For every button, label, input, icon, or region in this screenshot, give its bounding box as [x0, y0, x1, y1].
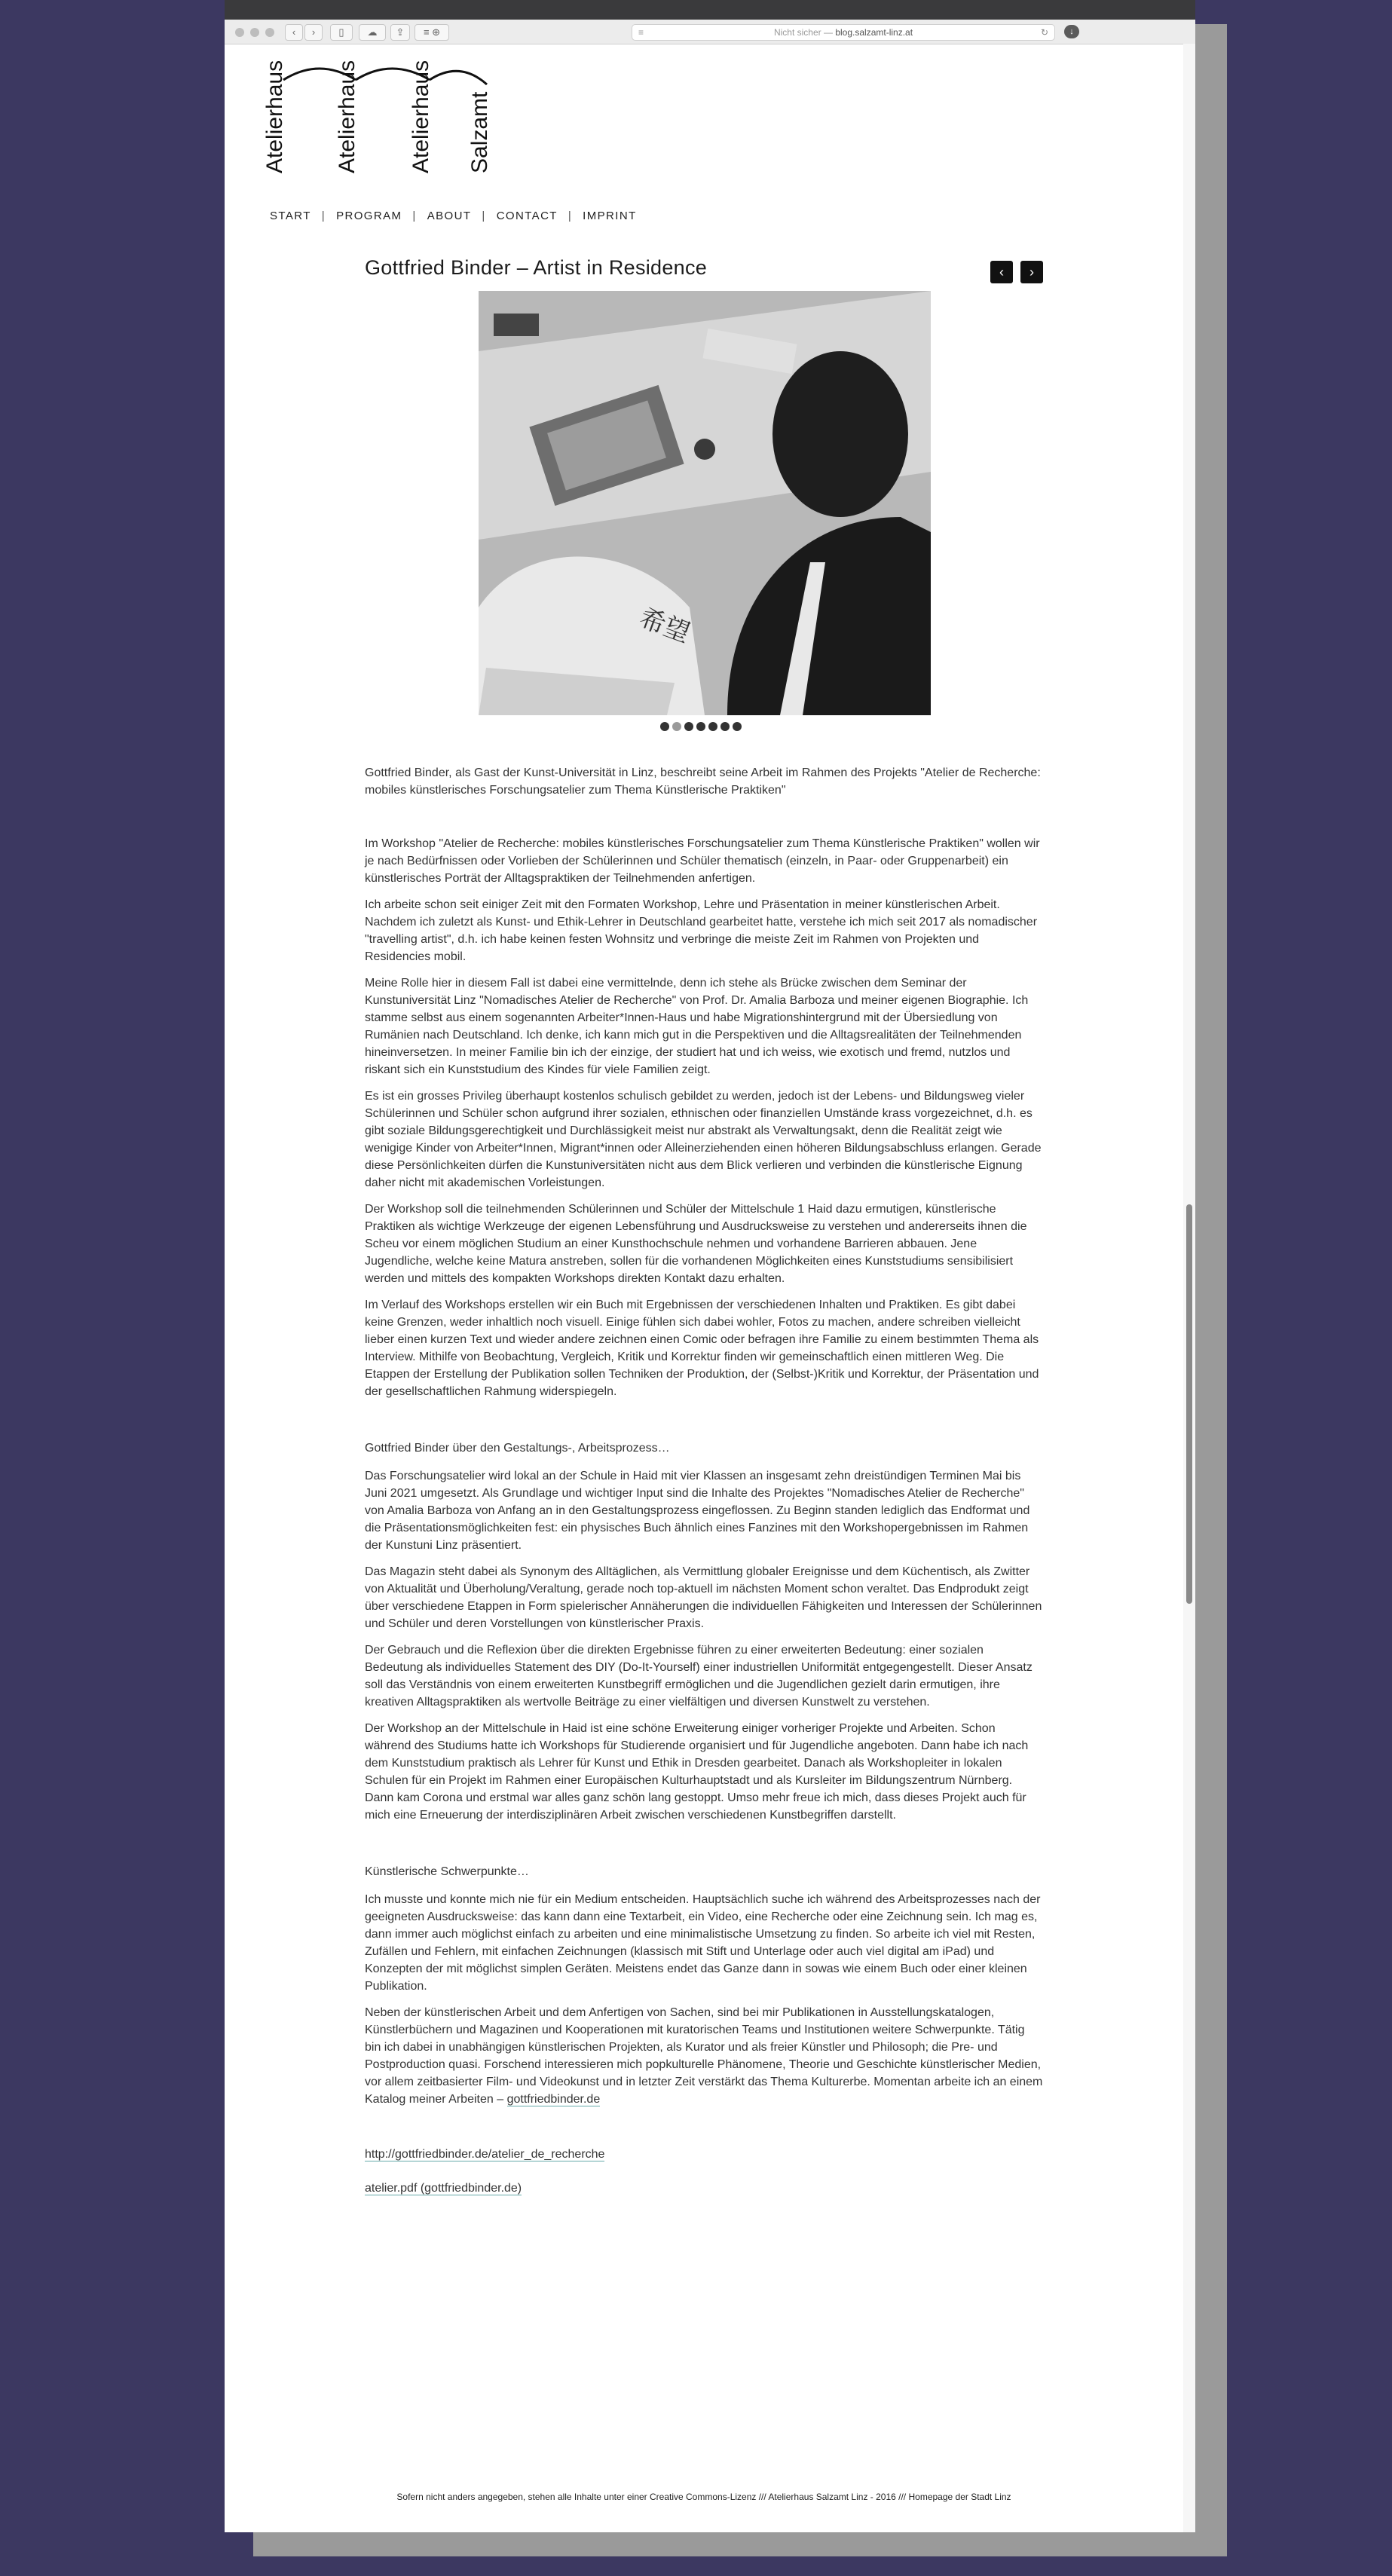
reader-lines-icon[interactable]: ≡	[638, 27, 644, 38]
nav-separator: |	[412, 210, 417, 222]
slider-dot[interactable]	[684, 722, 693, 731]
nav-program[interactable]: PROGRAM	[336, 210, 402, 222]
minimize-window-icon[interactable]	[250, 28, 259, 37]
reload-icon[interactable]: ↻	[1040, 27, 1048, 38]
next-slide-button[interactable]	[1020, 261, 1043, 283]
slider-dot[interactable]	[733, 722, 742, 731]
portfolio-link[interactable]: gottfriedbinder.de	[506, 2093, 601, 2106]
slider-dots	[660, 722, 742, 731]
window-controls[interactable]	[235, 28, 274, 37]
logo-arch-3	[430, 71, 487, 84]
logo-word-4: Salzamt	[467, 91, 492, 173]
article-title: Gottfried Binder – Artist in Residence	[365, 256, 708, 279]
main-nav	[270, 210, 637, 222]
download-icon[interactable]: ↓	[1064, 25, 1079, 38]
nav-imprint[interactable]: IMPRINT	[583, 210, 637, 222]
paragraph: Im Workshop "Atelier de Recherche: mobiles künstlerisches Forschungsatelier zum Thema Künstlerische Praktiken" wollen wir je nach Bedürfnissen oder Vorlieben der Schülerinnen und Schüler thematisch (einzeln, in Paar- oder Gruppenarbeit) ein künstlerisches Porträt der Alltagspraktiken der Teilnehmenden anfertigen.	[365, 837, 1040, 885]
reader-extensions-icon[interactable]: ≡ ⊕	[415, 24, 449, 41]
paragraph-text: Neben der künstlerischen Arbeit und dem Anfertigen von Sachen, sind bei mir Publikationen in Ausstellungskatalogen, Künstlerbüchern und Magazinen und Kooperationen mit kuratorischen Teams und Institutionen weitere Schwerpunkte. Tätig bin ich dabei in unabhängigen künstlerischen Projekten, als Kurator und als freier Künstler und Philosoph; die Pre- und Postproduction quasi. Forschend interessieren mich popkulturelle Phänomene, Theorie und Geschichte künstlerischer Medien, vor allem zeitbasierter Film- und Videokunst und in letzter Zeit verstärkt das Thema Kulturerbe. Momentan arbeite ich an einem Katalog meiner Arbeiten –	[365, 2006, 1043, 2106]
scrollbar-thumb[interactable]	[1186, 1204, 1192, 1604]
share-icon[interactable]: ⇪	[390, 24, 410, 41]
slider-dot[interactable]	[708, 722, 717, 731]
section-heading: Gottfried Binder über den Gestaltungs-, Arbeitsprozess…	[365, 1442, 670, 1455]
nav-separator: |	[568, 210, 573, 222]
article-body	[365, 764, 1043, 2213]
paragraph: Der Workshop an der Mittelschule in Haid ist eine schöne Erweiterung einiger vorheriger Projekte und Arbeiten. Schon während des Studiums hatte ich Workshops für Studierende organisiert und für Jugendliche angeboten. Dann habe ich nach dem Kunststudium praktisch als Lehrer für Kunst und Ethik in Dresden gearbeitet. Danach als Workshopleiter in lokalen Schulen für ein Projekt im Rahmen einer Europäischen Kulturhauptstadt und als Kursleiter im Bildungszentrum Nürnberg. Dann kam Corona und erstmal war alles ganz schön lang gestoppt. Umso mehr freue ich mich, dass dieses Projekt auch für mich eine Erneuerung der interdisziplinären Arbeit zwischen verschiedenen Kunstbegriffen darstellt.	[365, 1722, 1029, 1822]
chevron-left-icon: ‹	[999, 265, 1004, 280]
atelier-pdf-link[interactable]: atelier.pdf (gottfriedbinder.de)	[365, 2182, 522, 2195]
nav-start[interactable]: START	[270, 210, 311, 222]
back-button[interactable]: ‹	[285, 24, 303, 41]
zoom-window-icon[interactable]	[265, 28, 274, 37]
nav-separator: |	[321, 210, 326, 222]
slider-dot[interactable]	[696, 722, 705, 731]
logo-word-2: Atelierhaus	[335, 60, 359, 173]
page-footer: Sofern nicht anders angegeben, stehen alle Inhalte unter einer Creative Commons-Lizenz /// Atelierhaus Salzamt Linz - 2016 /// Homepage der Stadt Linz	[396, 2492, 1011, 2502]
nav-separator: |	[482, 210, 486, 222]
sidebar-toggle-icon[interactable]: ▯	[330, 24, 353, 41]
nav-contact[interactable]: CONTACT	[496, 210, 558, 222]
chevron-right-icon: ›	[1029, 265, 1034, 280]
paragraph: Ich musste und konnte mich nie für ein Medium entscheiden. Hauptsächlich suche ich während des Arbeitsprozesses nach der geeigneten Ausdrucksweise: das kann dann eine Textarbeit, ein Video, eine Recherche oder eine Zeichnung sein. Ich mag es, dann immer auch möglichst einfach zu arbeiten und eine minimalistische Umsetzung zu finden. So arbeite ich viel mit Resten, Zufällen und Fehlern, mit einfachen Zeichnungen (klassisch mit Stift und Unterlage oder auch viel digital am iPad) und Konzepten der mit möglichst simplen Geräten. Meistens endet das Ganze dann in sowas wie einem Buch oder einer kleinen Publikation.	[365, 1893, 1041, 1993]
window-titlebar	[225, 0, 1195, 20]
slider-dot[interactable]	[660, 722, 669, 731]
slideshow-photo[interactable]	[479, 291, 931, 715]
paragraph: Der Gebrauch und die Reflexion über die direkten Ergebnisse führen zu einer erweiterten Bedeutung: einer sozialen Bedeutung als individuelles Statement des DIY (Do-It-Yourself) einer industriellen Uniformität entgegengestellt. Dieser Ansatz soll das Verständnis von einem erweiterten Kunstbegriff ermöglichen und die Jugendlichen gezielt darin ermutigen, ihre kreativen Alltagspraktiken als wertvolle Beiträge zu einer vielfältigen und diversen Kunstwelt zu verstehen.	[365, 1644, 1033, 1709]
paragraph: Meine Rolle hier in diesem Fall ist dabei eine vermittelnde, denn ich stehe als Brücke zwischen dem Seminar der Kunstuniversität Linz "Nomadisches Atelier de Recherche" von Prof. Dr. Amalia Barboza und meiner eigenen Biographie. Ich stamme selbst aus einem sogenannten Arbeiter*Innen-Haus und habe Migrationshintergrund mit der Übersiedlung von Rumänien nach Deutschland. Ich denke, ich kann mich gut in die Perspektiven und die Alltagsrealitäten der Teilnehmenden hineinversetzen. In meiner Familie bin ich der einzige, der studiert hat und ich weiss, wie exotisch und fremd, nutzlos und riskant sich ein Kunststudium des Kindes für viele Familien zeigt.	[365, 977, 1029, 1076]
paragraph: Der Workshop soll die teilnehmenden Schülerinnen und Schüler der Mittelschule 1 Haid dazu ermutigen, künstlerische Praktiken als wichtige Werkzeuge der eigenen Lebensführung und Ausdrucksweise zu verstehen und andererseits ihnen die Scheu vor einem möglichen Studium an einer Kunsthochschule nehmen und vorhandene Barrieren abbauen. Jene Jugendliche, welche keine Matura anstreben, sollen für die vorhandenen Möglichkeiten eines Kunststudiums sensibilisiert werden und mittels des kompakten Workshops direkten Kontakt dazu erhalten.	[365, 1203, 1027, 1285]
site-logo[interactable]	[261, 60, 509, 181]
paragraph: Ich arbeite schon seit einiger Zeit mit den Formaten Workshop, Lehre und Präsentation in meiner künstlerischen Arbeit. Nachdem ich zuletzt als Kunst- und Ethik-Lehrer in Deutschland gearbeitet hatte, verstehe ich mich seit 2017 als nomadischer "travelling artist", d.h. ich habe keinen festen Wohnsitz und verbringe die meiste Zeit im Rahmen von Projekten und Residencies mobil.	[365, 898, 1038, 963]
prev-slide-button[interactable]	[990, 261, 1013, 283]
scrollbar[interactable]	[1183, 44, 1195, 2532]
paragraph: Im Verlauf des Workshops erstellen wir ein Buch mit Ergebnissen der verschiedenen Inhalten und Praktiken. Es gibt dabei keine Grenzen, weder inhaltlich noch visuell. Einige fühlen sich dabei wohler, Fotos zu machen, andere schreiben vielleicht lieber einen kurzen Text und wieder andere zeichnen einen Comic oder befragen ihre Familie zu einem bestimmten Thema als Interview. Mithilfe von Beobachtung, Vergleich, Kritik und Korrektur finden wir gemeinschaftlich einen mittleren Weg. Die Etappen der Erstellung der Publikation sollen Techniken der Produktion, der (Selbst-)Kritik und Korrektur, der Präsentation und der gesellschaftlichen Rahmung widerspiegeln.	[365, 1299, 1039, 1398]
browser-window	[225, 0, 1195, 2532]
cloud-icon[interactable]: ☁	[359, 24, 386, 41]
close-window-icon[interactable]	[235, 28, 244, 37]
slider-dot[interactable]	[672, 722, 681, 731]
browser-toolbar	[225, 20, 1195, 44]
atelier-de-recherche-link[interactable]: http://gottfriedbinder.de/atelier_de_recherche	[365, 2148, 605, 2161]
not-secure-label: Nicht sicher —	[773, 27, 833, 38]
article-intro: Gottfried Binder, als Gast der Kunst-Universität in Linz, beschreibt seine Arbeit im Rahmen des Projekts "Atelier de Recherche: mobiles künstlerisches Forschungsatelier zum Thema Künstlerische Praktiken"	[365, 766, 1041, 797]
paragraph: Das Magazin steht dabei als Synonym des Alltäglichen, als Vermittlung globaler Ereignisse und dem Küchentisch, als Zwitter von Aktualität und Überholung/Veraltung, gerade noch top-aktuell im nächsten Moment schon veraltet. Das Endprodukt zeigt über verschiedene Etappen in Form spielerischer Annäherungen die individuellen Fähigkeiten und Interessen der Schülerinnen und Schüler und deren Vorstellungen von künstlerischer Praxis.	[365, 1565, 1042, 1630]
address-domain: blog.salzamt-linz.at	[835, 27, 913, 38]
paragraph: Das Forschungsatelier wird lokal an der Schule in Haid mit vier Klassen an insgesamt zehn dreistündigen Terminen Mai bis Juni 2021 umgesetzt. Als Grundlage und wichtiger Input sind die Inhalte des Projektes "Nomadisches Atelier de Recherche" von Amalia Barboza von Anfang an in den Gestaltungsprozess eingeflossen. Zu Beginn standen lediglich das Endformat und die Präsentationsmöglichkeiten fest: ein physisches Buch ähnlich eines Fanzines mit den Workshopergebnissen im Rahmen der Kunstuni Linz präsentiert.	[365, 1470, 1030, 1552]
logo-word-1: Atelierhaus	[262, 60, 287, 173]
paragraph	[365, 2004, 1043, 2108]
slider-dot[interactable]	[720, 722, 730, 731]
section-heading: Künstlerische Schwerpunkte…	[365, 1865, 529, 1878]
paragraph: Es ist ein grosses Privileg überhaupt kostenlos schulisch gebildet zu werden, jedoch ist der Lebens- und Bildungsweg vieler Schülerinnen und Schüler schon aufgrund ihrer sozialen, ethnischen oder finanziellen Umstände krass vorgezeichnet, d.h. es gibt soziale Bildungsgerechtigkeit und Durchlässigkeit meist nur abstrakt als Verwaltungsakt, denn die Realität zeigt wie wenigige Kinder von Arbeiter*Innen, Migrant*innen oder Alleinerziehenden einen höheren Bildungsabschluss erlangen. Gerade diese Persönlichkeiten dürfen die Kunstuniversitäten nicht aus dem Blick verlieren und verbinden die künstlerische Eignung daher nicht mit akademischen Vorleistungen.	[365, 1090, 1042, 1189]
svg-text:希望: 希望	[635, 603, 694, 648]
forward-button[interactable]: ›	[304, 24, 323, 41]
address-bar[interactable]	[632, 24, 1055, 41]
nav-about[interactable]: ABOUT	[427, 210, 472, 222]
external-links	[365, 2146, 1043, 2197]
logo-word-3: Atelierhaus	[408, 60, 433, 173]
